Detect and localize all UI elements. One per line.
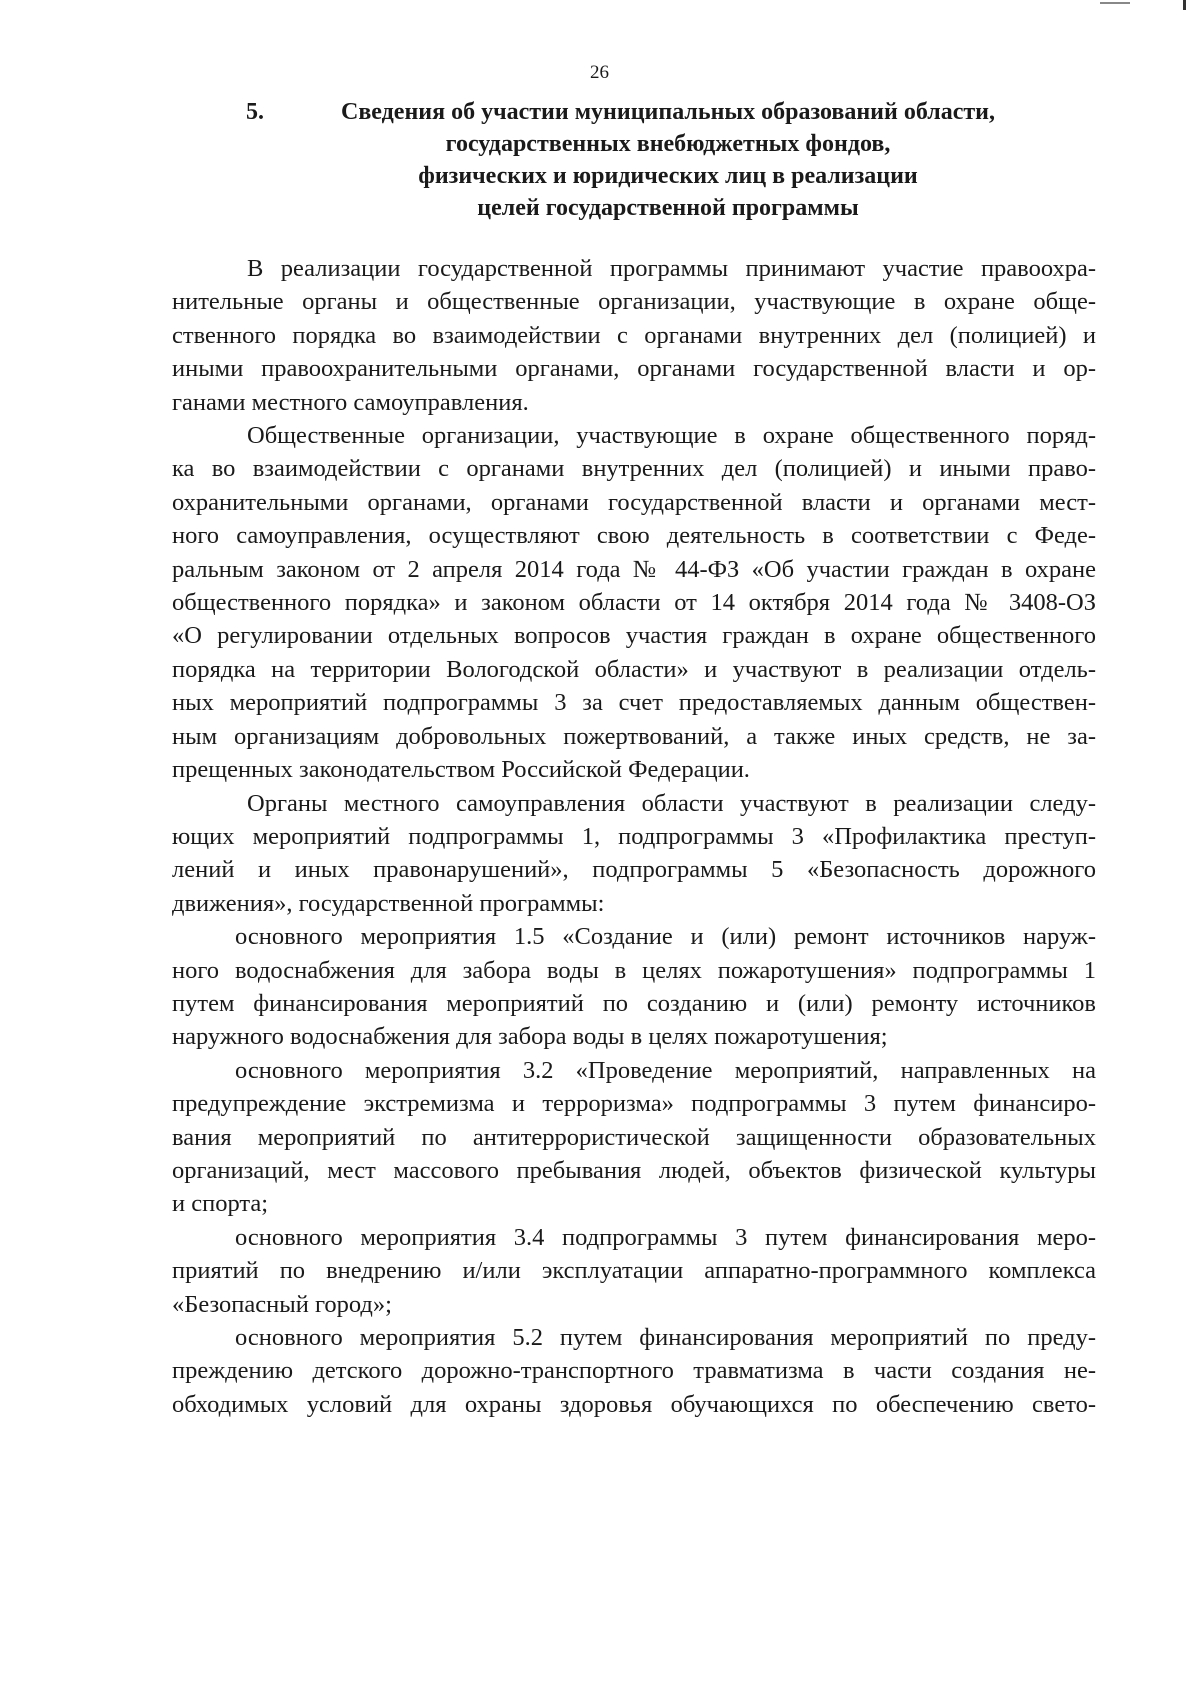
list-item xyxy=(172,1321,1096,1421)
text-line: порядка на территории Вологодской области» и участвуют в реализации отдель- xyxy=(172,655,1096,683)
scan-artifact-line xyxy=(1100,2,1130,4)
text-line: общественного порядка» и законом области от 14 октября 2014 года № 3408-ОЗ xyxy=(172,589,1096,617)
section-title-line: целей государственной программы xyxy=(477,195,859,221)
text-line: ганами местного самоуправления. xyxy=(172,388,529,416)
text-line: ственного порядка во взаимодействии с органами внутренних дел (полицией) и xyxy=(172,321,1096,349)
text-line: ющих мероприятий подпрограммы 1, подпрограммы 3 «Профилактика преступ- xyxy=(172,822,1096,850)
text-line: «Безопасный город»; xyxy=(172,1290,392,1318)
list-item xyxy=(172,1054,1096,1221)
list-item xyxy=(172,1221,1096,1321)
text-line: В реализации государственной программы принимают участие правоохра- xyxy=(247,255,1096,282)
section-title xyxy=(290,96,1046,224)
text-line: обходимых условий для охраны здоровья обучающихся по обеспечению свето- xyxy=(172,1390,1096,1418)
section-title-line: Сведения об участии муниципальных образований области, xyxy=(341,99,995,125)
text-line: иными правоохранительными органами, органами государственной власти и ор- xyxy=(172,355,1096,383)
scan-artifact-mark xyxy=(1183,0,1186,10)
text-line: «О регулировании отдельных вопросов участия граждан в охране общественного xyxy=(172,622,1096,650)
text-line: преждению детского дорожно-транспортного травматизма в части создания не- xyxy=(172,1357,1096,1385)
text-line: движения», государственной программы: xyxy=(172,889,605,917)
section-number: 5. xyxy=(246,99,264,125)
text-line: Общественные организации, участвующие в охране общественного поряд- xyxy=(247,422,1096,450)
text-line: основного мероприятия 5.2 путем финансирования мероприятий по преду- xyxy=(235,1324,1096,1351)
text-line: ка во взаимодействии с органами внутренних дел (полицией) и иными право- xyxy=(172,455,1096,483)
text-line: охранительными органами, органами государственной власти и органами мест- xyxy=(172,488,1096,516)
section-title-line: физических и юридических лиц в реализации xyxy=(418,163,918,189)
text-line: нительные органы и общественные организации, участвующие в охране обще- xyxy=(172,288,1096,316)
paragraph xyxy=(172,252,1096,419)
text-line: основного мероприятия 3.2 «Проведение мероприятий, направленных на xyxy=(235,1056,1096,1084)
text-line: и спорта; xyxy=(172,1190,269,1218)
text-line: ральным законом от 2 апреля 2014 года № 44-ФЗ «Об участии граждан в охране xyxy=(172,555,1096,583)
text-line: организаций, мест массового пребывания людей, объектов физической культуры xyxy=(172,1156,1096,1184)
list-item xyxy=(172,920,1096,1054)
text-line: наружного водоснабжения для забора воды в целях пожаротушения; xyxy=(172,1023,888,1051)
text-line: прещенных законодательством Российской Федерации. xyxy=(172,756,750,784)
text-line: вания мероприятий по антитеррористической защищенности образовательных xyxy=(172,1123,1096,1151)
text-line: приятий по внедрению и/или эксплуатации аппаратно-программного комплекса xyxy=(172,1257,1096,1285)
text-line: ного водоснабжения для забора воды в целях пожаротушения» подпрограммы 1 xyxy=(172,956,1096,984)
section-title-line: государственных внебюджетных фондов, xyxy=(445,131,891,157)
paragraph xyxy=(172,787,1096,921)
text-line: путем финансирования мероприятий по созданию и (или) ремонту источников xyxy=(172,989,1096,1017)
page-number: 26 xyxy=(590,62,609,83)
text-line: предупреждение экстремизма и терроризма» подпрограммы 3 путем финансиро- xyxy=(172,1090,1096,1118)
text-line: Органы местного самоуправления области участвуют в реализации следу- xyxy=(247,789,1096,817)
text-line: ным организациям добровольных пожертвований, а также иных средств, не за- xyxy=(172,722,1096,750)
paragraph xyxy=(172,419,1096,786)
text-line: основного мероприятия 3.4 подпрограммы 3 путем финансирования меро- xyxy=(235,1223,1096,1251)
body-text xyxy=(172,252,1096,1421)
text-line: ных мероприятий подпрограммы 3 за счет предоставляемых данным обществен- xyxy=(172,689,1096,717)
text-line: лений и иных правонарушений», подпрограммы 5 «Безопасность дорожного xyxy=(172,856,1096,884)
text-line: ного самоуправления, осуществляют свою деятельность в соответствии с Феде- xyxy=(172,522,1096,550)
text-line: основного мероприятия 1.5 «Создание и (или) ремонт источников наруж- xyxy=(235,923,1096,951)
